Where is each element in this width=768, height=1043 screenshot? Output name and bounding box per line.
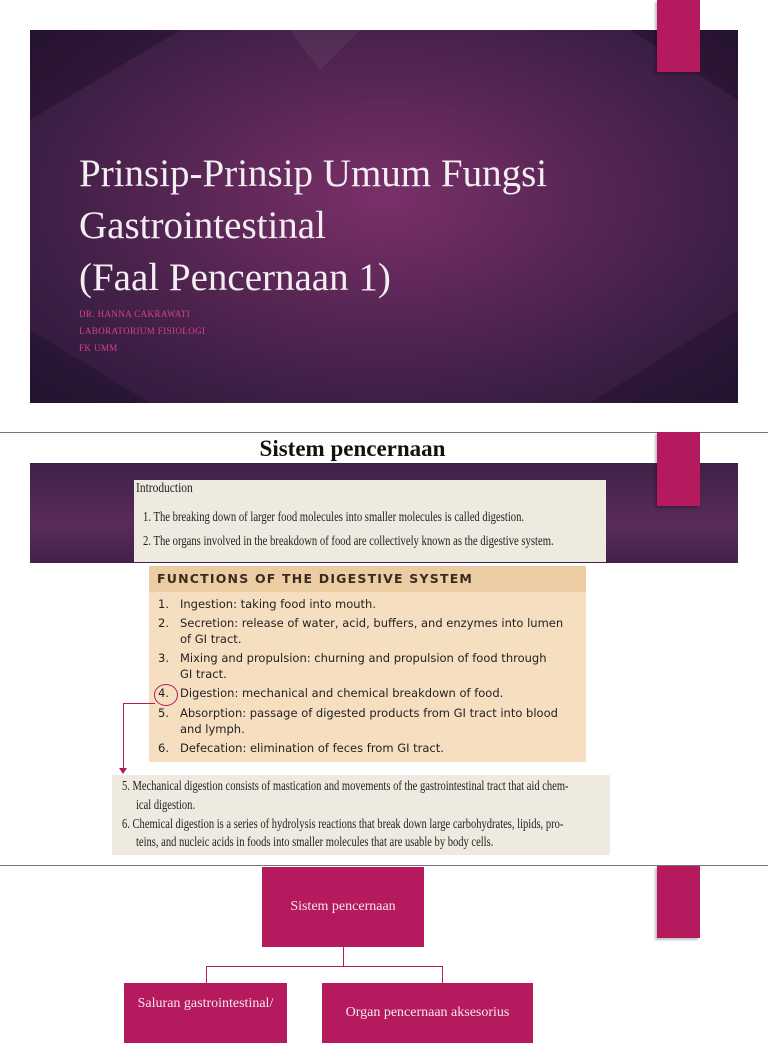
diagram-node-accessory-organs: Organ pencernaan aksesorius — [322, 983, 533, 1043]
diagram-node-gi-tract: Saluran gastrointestinal/ — [124, 983, 287, 1043]
accent-tab — [657, 0, 700, 72]
digestion-note-line: ical digestion. — [136, 797, 196, 812]
function-text: and lymph. — [180, 722, 245, 736]
function-text: Digestion: mechanical and chemical breakdown of food. — [180, 686, 504, 700]
functions-title: FUNCTIONS OF THE DIGESTIVE SYSTEM — [157, 571, 474, 586]
introduction-title: Introduction — [136, 481, 193, 496]
slide-divider — [0, 865, 768, 866]
slide-subtitle — [79, 306, 205, 357]
function-number: 6. — [158, 741, 169, 755]
function-number: 2. — [158, 616, 169, 630]
function-text: GI tract. — [180, 667, 227, 681]
author-faculty: FK UMM — [79, 343, 118, 353]
function-text: Mixing and propulsion: churning and propulsion of food through — [180, 651, 547, 665]
highlight-circle — [154, 684, 178, 706]
accent-tab — [657, 866, 700, 938]
diagram-connector — [206, 966, 443, 967]
function-number: 4. — [158, 686, 169, 700]
title-line: Gastrointestinal — [79, 204, 326, 247]
introduction-item: 2. The organs involved in the breakdown of food are collectively known as the digestive system. — [143, 534, 554, 549]
function-text: Defecation: elimination of feces from GI tract. — [180, 741, 444, 755]
digestion-note-line: teins, and nucleic acids in foods into smaller molecules that are usable by body cells. — [136, 834, 494, 849]
author-lab: LABORATORIUM FISIOLOGI — [79, 326, 206, 336]
function-text: Ingestion: taking food into mouth. — [180, 597, 376, 611]
diagram-connector — [442, 966, 443, 983]
digestion-note-line: 6. Chemical digestion is a series of hydrolysis reactions that break down large carbohydrates, lipids, pro- — [122, 816, 564, 831]
function-text: Absorption: passage of digested products from GI tract into blood — [180, 706, 558, 720]
slide2-heading: Sistem pencernaan — [259, 436, 446, 461]
function-text: of GI tract. — [180, 632, 242, 646]
slide-title — [79, 148, 699, 304]
title-line: Prinsip-Prinsip Umum Fungsi — [79, 152, 548, 195]
connector-line — [123, 703, 155, 704]
diagram-connector — [206, 966, 207, 983]
slide-divider — [0, 432, 768, 433]
function-number: 3. — [158, 651, 169, 665]
diagram-connector — [343, 947, 344, 966]
function-number: 5. — [158, 706, 169, 720]
function-text: Secretion: release of water, acid, buffers, and enzymes into lumen — [180, 616, 564, 630]
author-name: DR. HANNA CAKRAWATI — [79, 309, 191, 319]
arrow-down-icon — [119, 768, 127, 774]
diagram-root-node: Sistem pencernaan — [262, 867, 424, 947]
function-number: 1. — [158, 597, 169, 611]
introduction-item: 1. The breaking down of larger food molecules into smaller molecules is called digestion. — [143, 510, 525, 525]
digestion-note-line: 5. Mechanical digestion consists of mastication and movements of the gastrointestinal tract that aid chem- — [122, 778, 569, 793]
title-line: (Faal Pencernaan 1) — [79, 256, 391, 299]
connector-line — [123, 704, 124, 770]
